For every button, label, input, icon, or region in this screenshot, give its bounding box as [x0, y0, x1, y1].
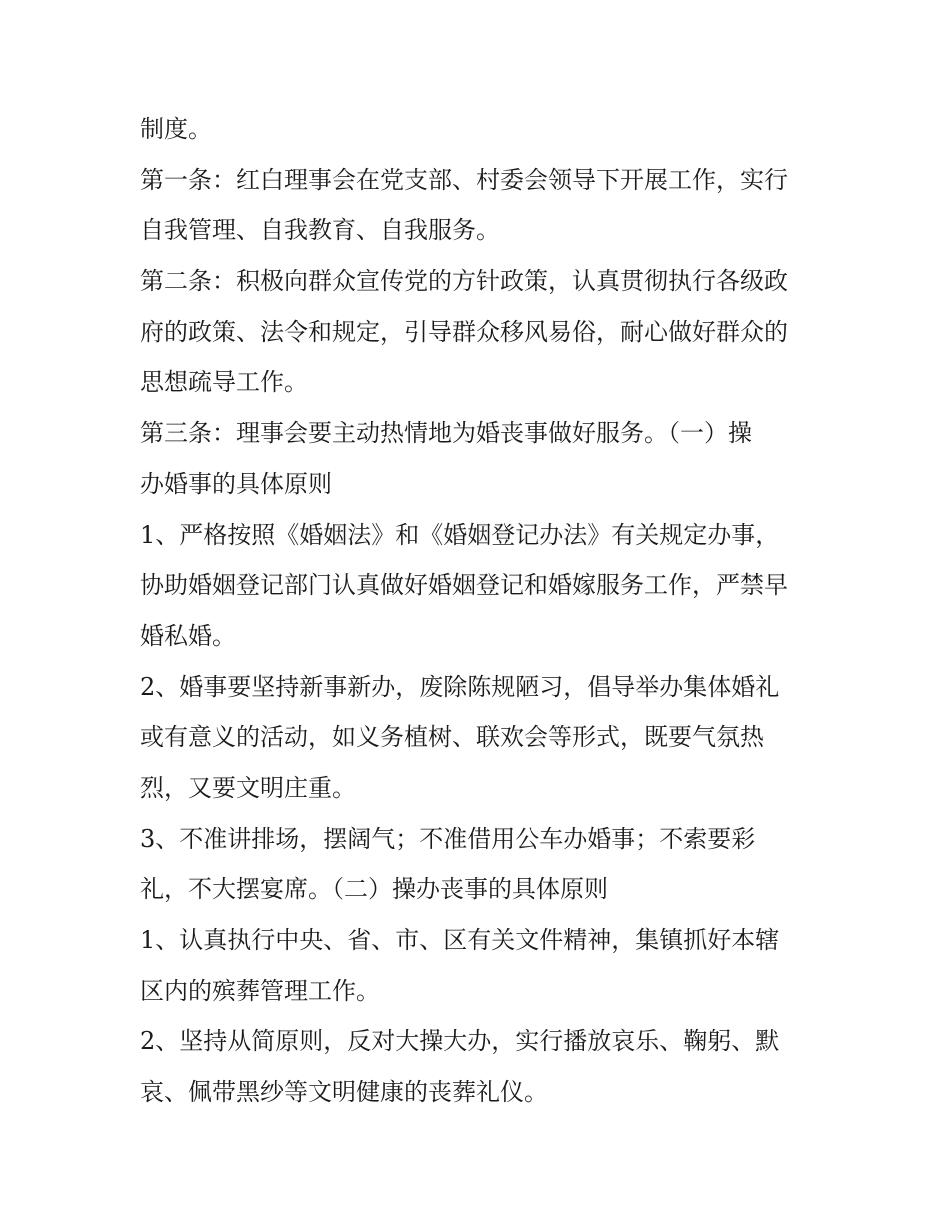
text-line: 2、婚事要坚持新事新办，废除陈规陋习，倡导举办集体婚礼: [140, 672, 780, 701]
text-line: 烈，又要文明庄重。: [140, 773, 356, 802]
text-line: 2、坚持从简原则，反对大操大办，实行播放哀乐、鞠躬、默: [140, 1027, 780, 1056]
text-line: 哀、佩带黑纱等文明健康的丧葬礼仪。: [140, 1078, 548, 1107]
text-line: 3、不准讲排场，摆阔气；不准借用公车办婚事；不索要彩: [140, 824, 756, 853]
text-line: 自我管理、自我教育、自我服务。: [140, 216, 500, 245]
text-line: 府的政策、法令和规定，引导群众移风易俗，耐心做好群众的: [140, 317, 788, 346]
text-line: 礼，不大摆宴席。（二）操办丧事的具体原则: [140, 875, 608, 904]
document-body: [140, 104, 830, 1118]
text-line: 1、认真执行中央、省、市、区有关文件精神，集镇抓好本辖: [140, 926, 780, 954]
text-line: 协助婚姻登记部门认真做好婚姻登记和婚嫁服务工作，严禁早: [140, 571, 788, 600]
text-line: 婚私婚。: [140, 621, 236, 650]
text-line: 或有意义的活动，如义务植树、联欢会等形式，既要气氛热: [140, 723, 764, 752]
text-line: 办婚事的具体原则: [140, 469, 332, 498]
text-line: 第一条：红白理事会在党支部、村委会领导下开展工作，实行: [140, 165, 788, 194]
text-line: 区内的殡葬管理工作。: [140, 976, 380, 1005]
text-line: 第二条：积极向群众宣传党的方针政策，认真贯彻执行各级政: [140, 267, 788, 296]
text-line: 第三条：理事会要主动热情地为婚丧事做好服务。（一）操: [140, 419, 752, 448]
text-line: 制度。: [140, 115, 212, 143]
text-line: 1、严格按照《婚姻法》和《婚姻登记办法》有关规定办事，: [140, 520, 780, 549]
text-line: 思想疏导工作。: [140, 368, 308, 397]
